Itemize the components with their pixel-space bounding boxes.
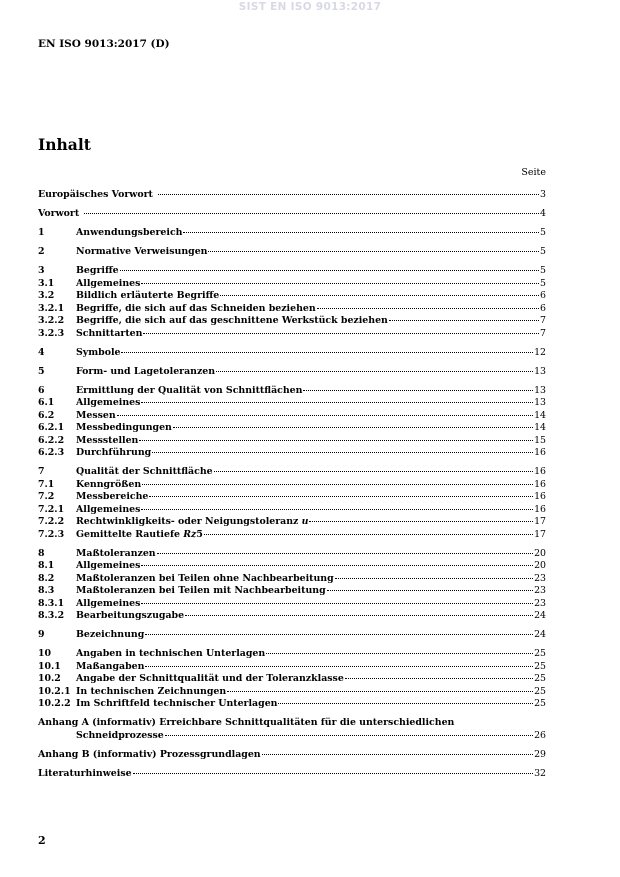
toc-entry-page: 6 xyxy=(540,290,546,301)
toc-entry[interactable] xyxy=(38,610,546,623)
toc-entry[interactable] xyxy=(38,347,546,360)
toc-entry-title: Bildlich erläuterte Begriffe xyxy=(76,290,220,301)
dot-leader xyxy=(120,270,539,271)
toc-entry-continuation xyxy=(38,730,546,743)
table-of-contents xyxy=(38,189,546,780)
toc-entry-title: Angaben in technischen Unterlagen xyxy=(76,648,266,659)
toc-entry[interactable] xyxy=(38,189,546,202)
toc-entry-number: 10.2.1 xyxy=(38,685,71,697)
toc-entry[interactable] xyxy=(38,479,546,492)
toc-entry-page: 16 xyxy=(534,447,546,458)
dot-leader xyxy=(141,565,533,566)
toc-entry[interactable] xyxy=(38,629,546,642)
dot-leader xyxy=(216,371,533,372)
toc-entry[interactable] xyxy=(38,227,546,240)
toc-entry-title: Kenngrößen xyxy=(76,478,142,490)
dot-leader xyxy=(335,578,533,579)
document-header: EN ISO 9013:2017 (D) xyxy=(38,38,170,50)
toc-entry[interactable] xyxy=(38,315,546,328)
toc-entry-number: 8.3 xyxy=(38,585,55,596)
toc-entry-number: 6.2 xyxy=(38,409,55,421)
toc-entry-title: Begriffe, die sich auf das geschnittene Werkstück beziehen xyxy=(76,315,388,326)
toc-entry-page: 14 xyxy=(534,409,546,421)
toc-entry-page: 25 xyxy=(534,685,546,697)
dot-leader xyxy=(173,427,533,428)
toc-entry[interactable] xyxy=(38,265,546,278)
toc-entry[interactable] xyxy=(38,648,546,661)
dot-leader xyxy=(139,440,533,441)
toc-entry-page: 25 xyxy=(534,698,546,709)
toc-entry-page: 6 xyxy=(540,302,546,314)
toc-entry[interactable] xyxy=(38,246,546,259)
toc-entry-title: Maßangaben xyxy=(76,660,145,672)
toc-entry[interactable] xyxy=(38,435,546,448)
toc-entry[interactable] xyxy=(38,422,546,435)
toc-entry-title: Im Schriftfeld technischer Unterlagen xyxy=(76,698,278,709)
toc-entry-title: Messbereiche xyxy=(76,491,149,502)
toc-entry[interactable] xyxy=(38,290,546,303)
dot-leader xyxy=(309,521,533,522)
toc-entry-number: 8.1 xyxy=(38,560,55,571)
toc-entry[interactable] xyxy=(38,208,546,221)
toc-entry-page: 17 xyxy=(534,528,546,540)
toc-entry-number: 2 xyxy=(38,246,45,257)
toc-entry[interactable] xyxy=(38,366,546,379)
toc-entry-number: 10.1 xyxy=(38,660,61,672)
dot-leader xyxy=(389,320,539,321)
dot-leader xyxy=(141,402,533,403)
toc-entry-title: Maßtoleranzen xyxy=(76,547,156,559)
toc-entry-number: 3 xyxy=(38,265,45,276)
toc-entry-page: 20 xyxy=(534,547,546,559)
toc-entry-title: Anhang B (informativ) Prozessgrundlagen xyxy=(38,748,261,760)
toc-entry[interactable] xyxy=(38,447,546,460)
toc-entry-title: Normative Verweisungen xyxy=(76,246,208,257)
toc-entry-number: 6 xyxy=(38,384,45,396)
toc-entry-title: Bezeichnung xyxy=(76,629,145,640)
dot-leader xyxy=(145,634,533,635)
toc-entry[interactable] xyxy=(38,466,546,479)
toc-entry-title: Schnittarten xyxy=(76,327,143,339)
toc-entry-number: 6.2.1 xyxy=(38,422,65,433)
toc-entry-page: 14 xyxy=(534,422,546,433)
toc-entry-page: 16 xyxy=(534,503,546,515)
toc-entry-number: Europäisches Vorwort xyxy=(38,189,153,200)
toc-entry[interactable] xyxy=(38,573,546,586)
toc-entry-page: 26 xyxy=(534,729,546,741)
toc-entry[interactable] xyxy=(38,385,546,398)
dot-leader xyxy=(214,471,533,472)
toc-entry-page: 23 xyxy=(534,597,546,609)
toc-entry[interactable] xyxy=(38,278,546,291)
toc-entry-page: 29 xyxy=(534,748,546,760)
toc-entry-number: 10.2.2 xyxy=(38,698,71,709)
toc-entry-number: 10 xyxy=(38,648,52,659)
toc-entry-title: Ermittlung der Qualität von Schnittflächen xyxy=(76,384,303,396)
toc-entry-page: 23 xyxy=(534,572,546,584)
toc-entry-title: Begriffe xyxy=(76,265,119,276)
toc-entry-number: 3.2.3 xyxy=(38,327,65,339)
dot-leader xyxy=(185,615,533,616)
toc-entry-number: 7.2.2 xyxy=(38,516,65,527)
toc-entry-title: Allgemeines xyxy=(76,397,141,408)
dot-leader xyxy=(149,496,533,497)
dot-leader xyxy=(121,352,533,353)
toc-entry-number: 7.2.1 xyxy=(38,503,65,515)
dot-leader xyxy=(117,415,533,416)
toc-entry-title: Maßtoleranzen bei Teilen mit Nachbearbeitung xyxy=(76,585,326,596)
toc-entry-number: 1 xyxy=(38,227,45,238)
toc-entry-page: 5 xyxy=(540,277,546,289)
dot-leader xyxy=(157,553,533,554)
toc-entry-page: 17 xyxy=(534,516,546,527)
toc-entry[interactable] xyxy=(38,560,546,573)
toc-entry[interactable] xyxy=(38,397,546,410)
toc-entry-number: 5 xyxy=(38,365,45,377)
toc-entry-number: 8.3.2 xyxy=(38,610,65,621)
dot-leader xyxy=(303,390,533,391)
dot-leader xyxy=(141,603,533,604)
watermark: SIST EN ISO 9013:2017 xyxy=(238,1,382,13)
toc-entry-page: 25 xyxy=(534,673,546,684)
toc-entry-annex-b[interactable] xyxy=(38,749,546,762)
dot-leader xyxy=(208,251,539,252)
toc-entry-number: 7.2.3 xyxy=(38,528,65,540)
toc-entry-title: Qualität der Schnittfläche xyxy=(76,466,213,477)
toc-entry-title: Allgemeines xyxy=(76,560,141,571)
toc-entry-number: 3.2.1 xyxy=(38,302,65,314)
toc-entry[interactable] xyxy=(38,585,546,598)
toc-entry[interactable] xyxy=(38,504,546,517)
dot-leader xyxy=(266,653,533,654)
dot-leader xyxy=(141,509,533,510)
toc-entry-page: 7 xyxy=(540,327,546,339)
toc-entry[interactable] xyxy=(38,303,546,316)
toc-entry-title: Bearbeitungszugabe xyxy=(76,610,185,621)
toc-entry-title: In technischen Zeichnungen xyxy=(76,685,227,697)
toc-entry-title: Rechtwinkligkeits- oder Neigungstoleranz u xyxy=(76,516,309,527)
toc-entry-annex-a[interactable] xyxy=(38,717,546,742)
dot-leader xyxy=(141,283,539,284)
dot-leader xyxy=(227,691,533,692)
toc-entry[interactable] xyxy=(38,529,546,542)
toc-entry-number: 7.2 xyxy=(38,491,55,502)
toc-entry-page: 13 xyxy=(534,384,546,396)
dot-leader xyxy=(84,213,539,214)
dot-leader xyxy=(183,232,539,233)
toc-entry[interactable] xyxy=(38,686,546,699)
toc-entry[interactable] xyxy=(38,548,546,561)
toc-entry-number: 3.2.2 xyxy=(38,315,65,326)
dot-leader xyxy=(278,703,533,704)
toc-entry-page: 5 xyxy=(540,227,546,238)
toc-entry-number: Vorwort xyxy=(38,208,80,219)
toc-entry-title: Anwendungsbereich xyxy=(76,227,183,238)
dot-leader xyxy=(220,295,539,296)
toc-entry-page: 25 xyxy=(534,660,546,672)
toc-entry-number: 6.2.3 xyxy=(38,447,65,458)
toc-entry-number: 4 xyxy=(38,346,45,358)
toc-entry[interactable] xyxy=(38,673,546,686)
toc-entry[interactable] xyxy=(38,516,546,529)
toc-entry[interactable] xyxy=(38,491,546,504)
toc-entry-title: Anhang A (informativ) Erreichbare Schnittqualitäten für die unterschiedlichen xyxy=(38,717,455,728)
toc-title: Inhalt xyxy=(38,135,91,154)
dot-leader xyxy=(204,534,533,535)
dot-leader xyxy=(145,666,533,667)
toc-entry-page: 13 xyxy=(534,365,546,377)
toc-entry-page: 7 xyxy=(540,315,546,326)
toc-entry-title: Gemittelte Rautiefe Rz5 xyxy=(76,528,203,540)
toc-entry-title: Messbedingungen xyxy=(76,422,172,433)
toc-entry-title: Messstellen xyxy=(76,434,139,446)
dot-leader xyxy=(142,484,533,485)
toc-entry-number: 8.2 xyxy=(38,572,55,584)
toc-entry[interactable] xyxy=(38,410,546,423)
toc-entry-page: 23 xyxy=(534,585,546,596)
toc-entry-page: 16 xyxy=(534,491,546,502)
toc-entry-bibliography[interactable] xyxy=(38,768,546,781)
toc-entry-title: Begriffe, die sich auf das Schneiden beziehen xyxy=(76,302,316,314)
toc-entry-number: 10.2 xyxy=(38,673,61,684)
toc-entry[interactable] xyxy=(38,698,546,711)
dot-leader xyxy=(317,308,539,309)
toc-entry-page: 16 xyxy=(534,466,546,477)
dot-leader xyxy=(133,773,533,774)
toc-entry-title: Allgemeines xyxy=(76,503,141,515)
toc-entry-page: 12 xyxy=(534,346,546,358)
toc-entry-number: 8.3.1 xyxy=(38,597,65,609)
toc-entry-title: Angabe der Schnittqualität und der Toleranzklasse xyxy=(76,673,344,684)
page-column-label: Seite xyxy=(521,167,546,178)
toc-entry-page: 5 xyxy=(540,265,546,276)
toc-entry-number: 9 xyxy=(38,629,45,640)
toc-entry-number: 3.2 xyxy=(38,290,55,301)
toc-entry-title: Literaturhinweise xyxy=(38,767,132,779)
toc-entry[interactable] xyxy=(38,598,546,611)
toc-entry-page: 4 xyxy=(540,208,546,219)
toc-entry-title: Durchführung xyxy=(76,447,152,458)
toc-entry-number: 7 xyxy=(38,466,45,477)
toc-entry-page: 32 xyxy=(534,767,546,779)
toc-entry[interactable] xyxy=(38,328,546,341)
toc-entry-page: 13 xyxy=(534,397,546,408)
dot-leader xyxy=(143,333,539,334)
toc-entry-title: Allgemeines xyxy=(76,277,141,289)
toc-entry-title: Schneidprozesse xyxy=(76,729,164,741)
toc-entry-number: 6.1 xyxy=(38,397,55,408)
toc-entry-title: Form- und Lagetoleranzen xyxy=(76,365,216,377)
toc-entry-title: Messen xyxy=(76,409,116,421)
toc-entry-page: 24 xyxy=(534,610,546,621)
toc-entry-number: 6.2.2 xyxy=(38,434,65,446)
page-number: 2 xyxy=(38,834,46,847)
toc-entry-page: 15 xyxy=(534,434,546,446)
toc-entry[interactable] xyxy=(38,661,546,674)
toc-entry-page: 24 xyxy=(534,629,546,640)
toc-entry-page: 16 xyxy=(534,478,546,490)
toc-entry-page: 20 xyxy=(534,560,546,571)
dot-leader xyxy=(345,678,533,679)
toc-entry-title: Symbole xyxy=(76,346,121,358)
toc-entry-page: 3 xyxy=(540,189,546,200)
dot-leader xyxy=(165,735,533,736)
dot-leader xyxy=(327,590,533,591)
toc-entry-page: 25 xyxy=(534,648,546,659)
dot-leader xyxy=(158,194,539,195)
toc-entry-number: 8 xyxy=(38,547,45,559)
toc-entry-number: 3.1 xyxy=(38,277,55,289)
toc-entry-title: Maßtoleranzen bei Teilen ohne Nachbearbeitung xyxy=(76,572,334,584)
toc-entry-number: 7.1 xyxy=(38,478,55,490)
dot-leader xyxy=(152,452,533,453)
toc-entry-page: 5 xyxy=(540,246,546,257)
toc-entry-title: Allgemeines xyxy=(76,597,141,609)
dot-leader xyxy=(262,754,533,755)
